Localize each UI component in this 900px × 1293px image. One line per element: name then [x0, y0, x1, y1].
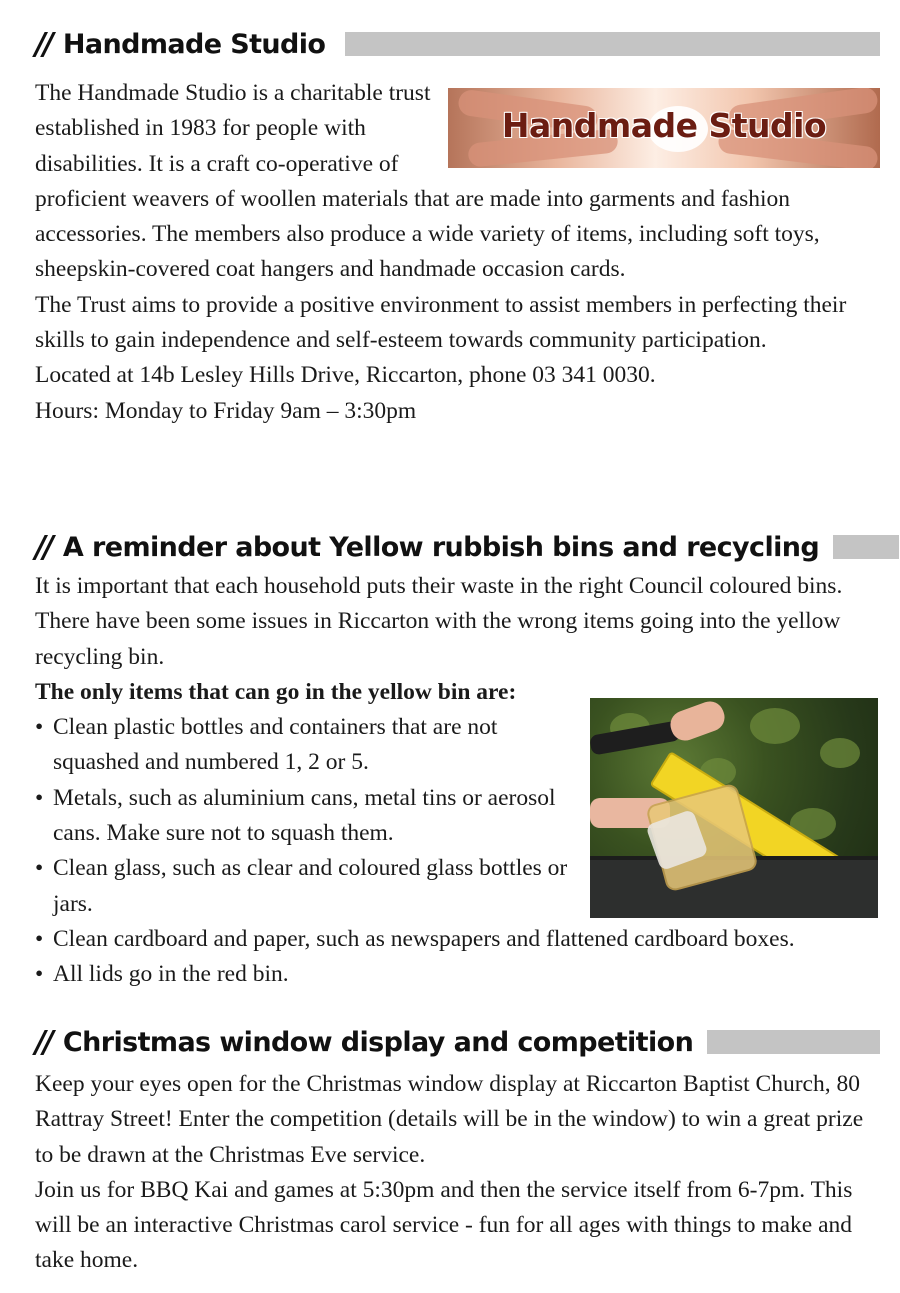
- heading-title: Handmade Studio: [62, 28, 326, 60]
- service-paragraph: Join us for BBQ Kai and games at 5:30pm and then the service itself from 6-7pm. This will be an interactive Christmas carol service - fun for all ages with things to make and take home.: [35, 1176, 853, 1274]
- heading-bar: [707, 1030, 880, 1054]
- section-heading: [35, 24, 880, 64]
- intro-paragraph: The Handmade Studio is a charitable trust established in 1983 for people with disabilities. It is a craft co-operative of proficient weavers of woollen materials that are made into garments and fashion accessories. The members also produce a wide variety of items, including soft toys, sheepskin-covered coat hangers and handmade occasion cards.: [35, 80, 820, 283]
- list-item: • Metals, such as aluminium cans, metal tins or aerosol cans. Make sure not to squash them.: [35, 781, 580, 852]
- aims-paragraph: The Trust aims to provide a positive environment to assist members in perfecting their skills to gain independence and self-esteem towards community participation.: [35, 291, 847, 354]
- section-yellow-bins: [35, 527, 880, 993]
- heading-bar: [345, 32, 880, 56]
- heading-bar: [833, 535, 899, 559]
- list-item: • All lids go in the red bin.: [35, 957, 880, 992]
- list-item: • Clean glass, such as clear and coloured glass bottles or jars.: [35, 851, 580, 922]
- list-item: • Clean cardboard and paper, such as newspapers and flattened cardboard boxes.: [35, 922, 880, 957]
- window-display-paragraph: Keep your eyes open for the Christmas window display at Riccarton Baptist Church, 80 Rattray Street! Enter the competition (details will be in the window) to win a great prize to be drawn at the Christmas Eve service.: [35, 1071, 864, 1168]
- list-item: • Clean plastic bottles and containers that are not squashed and numbered 1, 2 or 5.: [35, 710, 580, 781]
- handmade-studio-banner-image: [448, 88, 880, 168]
- section-body: [35, 1067, 880, 1279]
- yellow-bin-photo: [590, 698, 878, 918]
- section-body: [35, 569, 880, 993]
- banner-logo-text: Handmade Studio: [501, 106, 827, 145]
- section-christmas: [35, 1022, 880, 1279]
- allowed-items-list: [35, 710, 580, 922]
- heading-slashes-icon: //: [35, 26, 51, 62]
- hours-text: Hours: Monday to Friday 9am – 3:30pm: [35, 397, 417, 424]
- heading-title: A reminder about Yellow rubbish bins and recycling: [62, 531, 820, 563]
- section-heading: [35, 1022, 880, 1062]
- section-heading: [35, 527, 880, 567]
- section-handmade-studio: [35, 24, 880, 429]
- heading-slashes-icon: //: [35, 529, 51, 565]
- allowed-items-list-continued: [35, 922, 880, 993]
- section-body: [35, 76, 880, 429]
- heading-slashes-icon: //: [35, 1024, 51, 1060]
- location-text: Located at 14b Lesley Hills Drive, Riccarton, phone 03 341 0030.: [35, 362, 656, 389]
- list-heading: The only items that can go in the yellow bin are:: [35, 678, 517, 705]
- heading-title: Christmas window display and competition: [62, 1026, 694, 1058]
- intro-paragraph: It is important that each household puts their waste in the right Council coloured bins. There have been some issues in Riccarton with the wrong items going into the yellow recycling bin.: [35, 573, 843, 670]
